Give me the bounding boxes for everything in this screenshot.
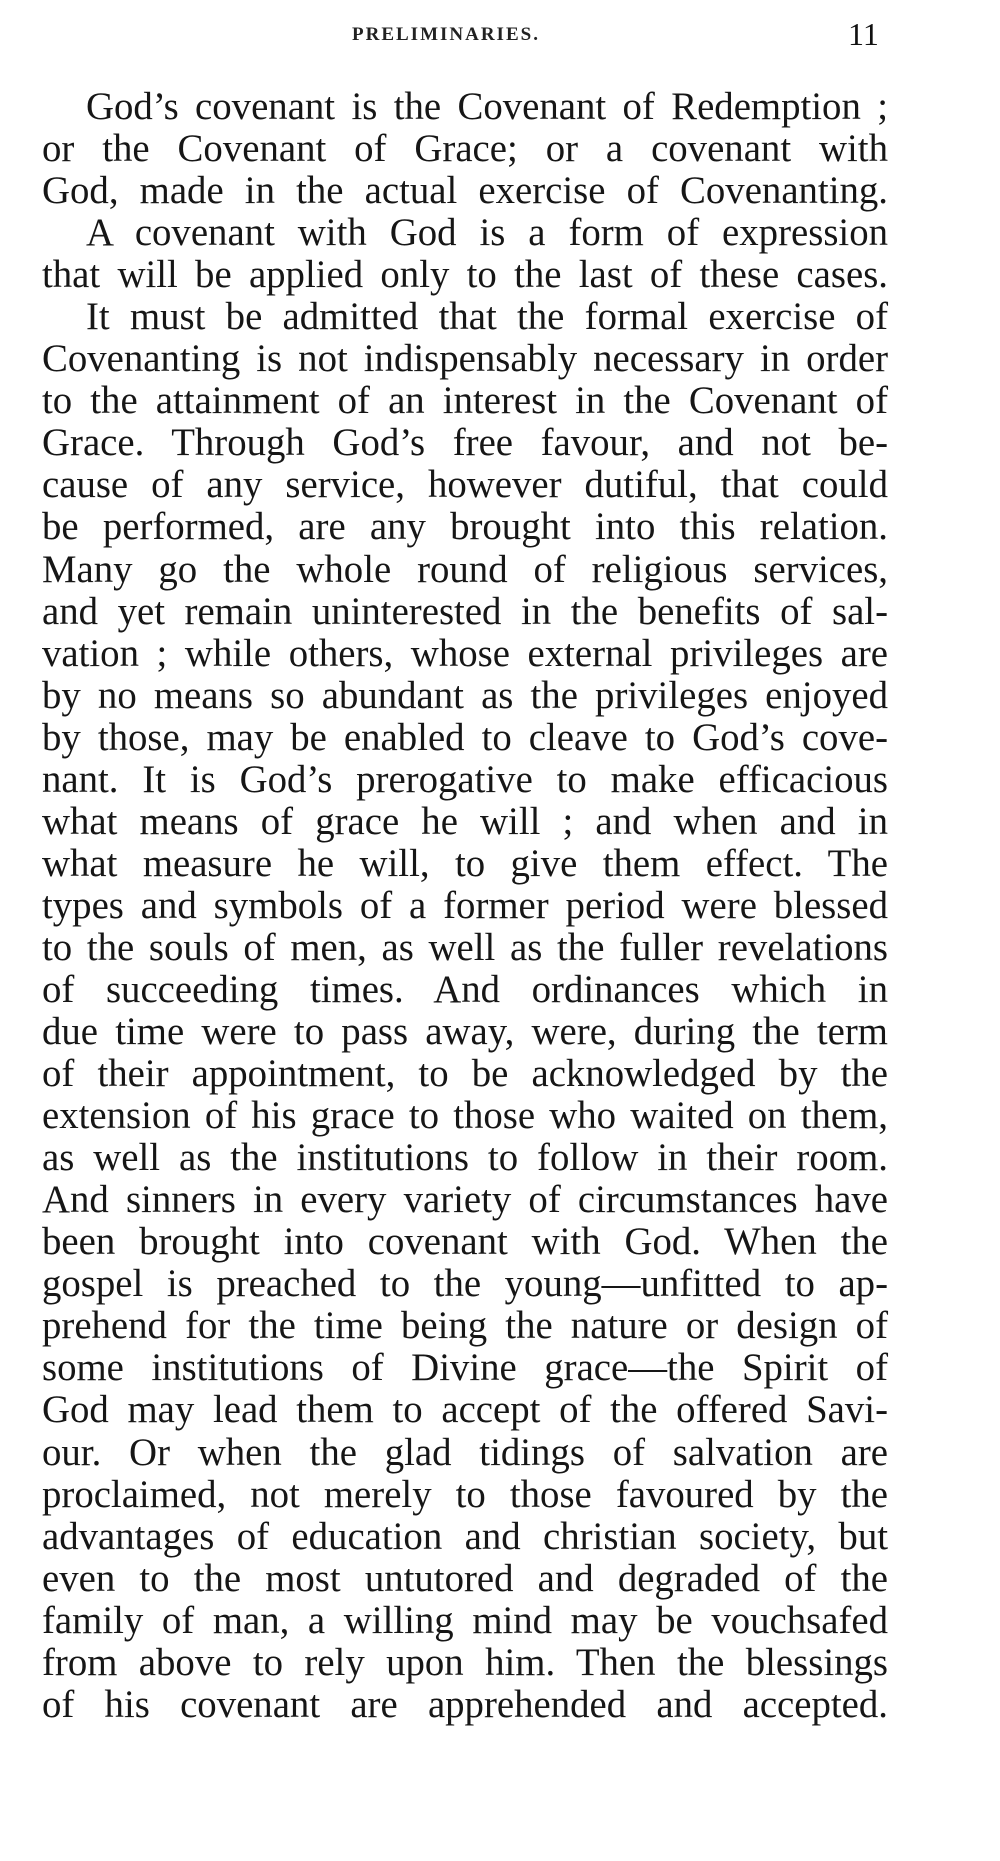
page-number: 11 [848,16,879,52]
text-line: to the attainment of an interest in the Covenant of [42,379,888,423]
paragraph-2 [42,212,888,296]
text-line: or the Covenant of Grace; or a covenant with [42,127,888,171]
text-line: of their appointment, to be acknowledged by the [42,1052,888,1096]
text-line: A covenant with God is a form of expression [86,211,888,255]
text-line: Covenanting is not indispensably necessary in order [42,337,888,381]
text-line: by no means so abundant as the privileges enjoyed [42,673,888,717]
text-line: what means of grace he will ; and when and in [42,799,888,843]
text-line: what measure he will, to give them effect. The [42,841,888,885]
text-line: vation ; while others, whose external privileges are [42,631,888,675]
text-line: by those, may be enabled to cleave to God’s cove- [42,715,888,759]
body-text [42,86,888,1726]
text-line: advantages of education and christian society, but [42,1514,888,1558]
text-line: of succeeding times. And ordinances which in [42,967,888,1011]
text-line: nant. It is God’s prerogative to make efficacious [42,757,888,801]
text-line: God, made in the actual exercise of Covenanting. [42,169,888,213]
text-line: to the souls of men, as well as the fuller revelations [42,925,888,969]
text-line: types and symbols of a former period were blessed [42,883,888,927]
text-line: God’s covenant is the Covenant of Redemption ; [86,85,888,128]
text-line: even to the most untutored and degraded of the [42,1556,888,1600]
paragraph-1 [42,86,888,212]
text-line: prehend for the time being the nature or design of [42,1304,888,1348]
text-line: extension of his grace to those who waited on them, [42,1094,888,1138]
text-line: and yet remain uninterested in the benefits of sal- [42,589,888,633]
running-head [0,14,1000,54]
paragraph-3 [42,296,888,1726]
text-line: cause of any service, however dutiful, that could [42,463,888,507]
text-line: due time were to pass away, were, during the term [42,1010,888,1054]
text-line: God may lead them to accept of the offered Savi- [42,1388,888,1432]
text-line: It must be admitted that the formal exercise of [86,295,888,339]
text-line: as well as the institutions to follow in their room. [42,1136,888,1180]
text-line: And sinners in every variety of circumstances have [42,1178,888,1222]
text-line: Grace. Through God’s free favour, and not be- [42,421,888,465]
text-line: from above to rely upon him. Then the blessings [42,1640,888,1684]
text-line: family of man, a willing mind may be vouchsafed [42,1598,888,1642]
text-line: proclaimed, not merely to those favoured by the [42,1472,888,1516]
running-title: PRELIMINARIES. [352,24,540,45]
text-line: that will be applied only to the last of these cases. [42,253,888,297]
text-line: our. Or when the glad tidings of salvation are [42,1430,888,1474]
text-line: gospel is preached to the young—unfitted to ap- [42,1262,888,1306]
text-line: some institutions of Divine grace—the Spirit of [42,1346,888,1390]
text-line: Many go the whole round of religious services, [42,547,888,591]
text-line: be performed, are any brought into this relation. [42,505,888,549]
text-line: of his covenant are apprehended and accepted. [42,1682,888,1726]
text-line: been brought into covenant with God. When the [42,1220,888,1264]
